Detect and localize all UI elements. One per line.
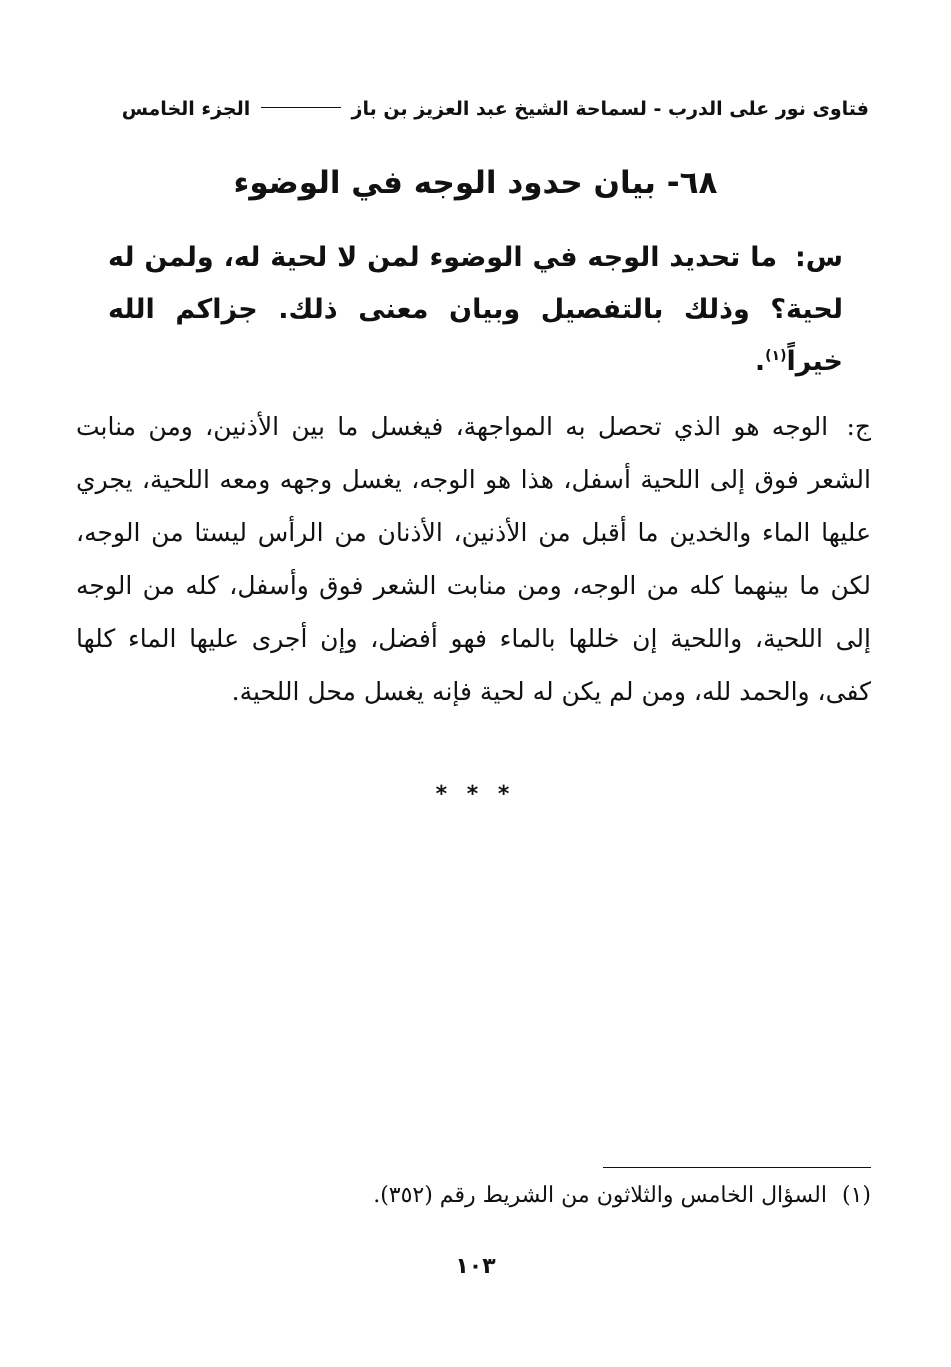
question-end: . [754,346,766,377]
header-dash [261,107,341,108]
footnote-divider [603,1167,871,1168]
header-book-title: فتاوى نور على الدرب - لسماحة الشيخ عبد العزيز بن باز [351,98,869,120]
question-label: س: [794,242,843,273]
answer-text: الوجه هو الذي تحصل به المواجهة، فيغسل ما بين الأذنين، ومن منابت الشعر فوق إلى اللحية أسفل، هذا هو الوجه، يغسل وجهه ومعه اللحية، يجري عليها الماء والخدين ما أقبل من الأذنين، الأذنان من الرأس ليستا من الوجه، لكن ما بينهما كله من الوجه، ومن منابت الشعر فوق وأسفل، كله من الوجه إلى اللحية، واللحية إن خللها بالماء فهو أفضل، وإن أجرى عليها الماء كلها كفى، والحمد لله، ومن لم يكن له لحية فإنه يغسل محل اللحية. [76,412,871,706]
header-part-label: الجزء الخامس [121,98,251,120]
footnote-number: (١) [841,1183,871,1208]
section-title: ٦٨- بيان حدود الوجه في الوضوء [233,165,718,201]
page-number: ١٠٣ [455,1254,496,1279]
running-header [82,92,869,126]
footnote-text: السؤال الخامس والثلاثون من الشريط رقم (٣٥٢). [373,1183,827,1208]
answer-label: ج: [846,412,871,441]
question-text: ما تحديد الوجه في الوضوء لمن لا لحية له، ولمن له لحية؟ وذلك بالتفصيل وبيان معنى ذلك. جزاكم الله خيراً [108,242,843,377]
answer-paragraph [76,400,871,718]
question-footnote-ref: (١) [765,348,787,364]
question-paragraph [108,232,843,388]
footnote [81,1176,871,1216]
section-separator: * * * [435,782,516,807]
